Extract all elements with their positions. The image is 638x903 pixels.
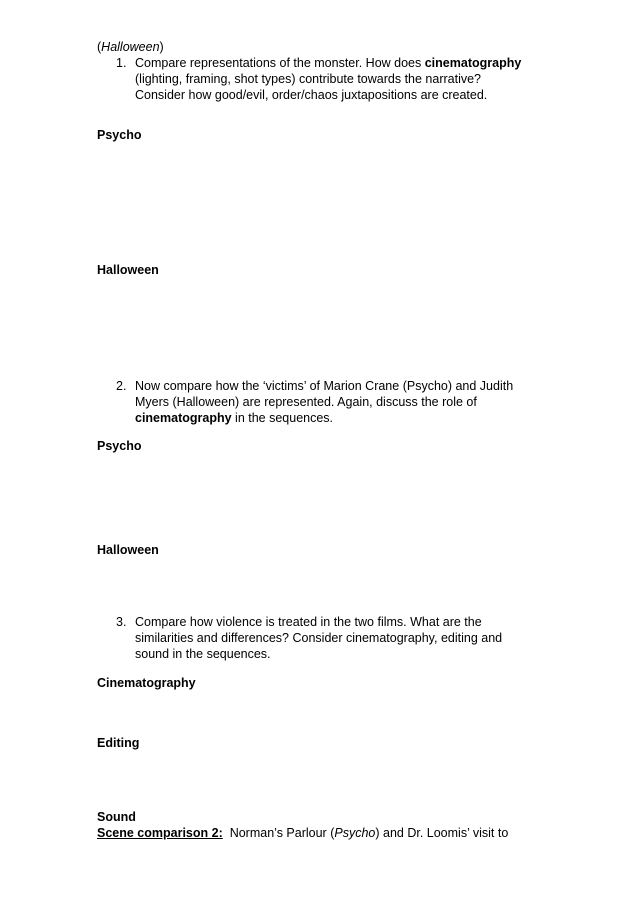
scene-comparison-2-text: Norman’s Parlour ( (222, 826, 335, 840)
scene-comparison-2-label: Scene comparison 2: (97, 826, 223, 840)
scene-comparison-2-film: Psycho (334, 826, 376, 840)
question-3-line-2: similarities and differences? Consider cinematography, editing and (135, 631, 503, 645)
q1-heading-halloween: Halloween (97, 263, 159, 277)
question-1-keyword: cinematography (424, 56, 522, 70)
scene-comparison-2-line (97, 825, 508, 841)
question-2-text-end: in the sequences. (231, 411, 334, 425)
question-1-line-3: Consider how good/evil, order/chaos juxtapositions are created. (135, 88, 488, 102)
scene-comparison-2-text-end: ) and Dr. Loomis’ visit to (375, 826, 509, 840)
q3-heading-sound: Sound (97, 810, 136, 824)
question-3-number: 3. (116, 615, 127, 629)
q3-heading-cinematography: Cinematography (97, 676, 196, 690)
question-3-line-1: Compare how violence is treated in the two films. What are the (135, 615, 482, 629)
question-2-keyword: cinematography (135, 411, 232, 425)
intro-film-title: Halloween (101, 40, 160, 54)
intro-paren-close: ) (159, 40, 164, 54)
question-1-number: 1. (116, 56, 127, 70)
question-2-line-2: Myers (Halloween) are represented. Again, discuss the role of (135, 395, 477, 409)
question-1-text: Compare representations of the monster. How does (135, 56, 425, 70)
question-1-line-2: (lighting, framing, shot types) contribute towards the narrative? (135, 72, 482, 86)
q3-heading-editing: Editing (97, 736, 140, 750)
intro-film-line (97, 39, 164, 55)
q2-heading-halloween: Halloween (97, 543, 159, 557)
q1-heading-psycho: Psycho (97, 128, 142, 142)
intro-paren-open: ( (97, 40, 102, 54)
question-2-number: 2. (116, 379, 127, 393)
question-2-line-3 (135, 410, 333, 426)
question-2-line-1: Now compare how the ‘victims’ of Marion Crane (Psycho) and Judith (135, 379, 514, 393)
question-3-line-3: sound in the sequences. (135, 647, 271, 661)
q2-heading-psycho: Psycho (97, 439, 142, 453)
question-1-line-1 (135, 55, 521, 71)
